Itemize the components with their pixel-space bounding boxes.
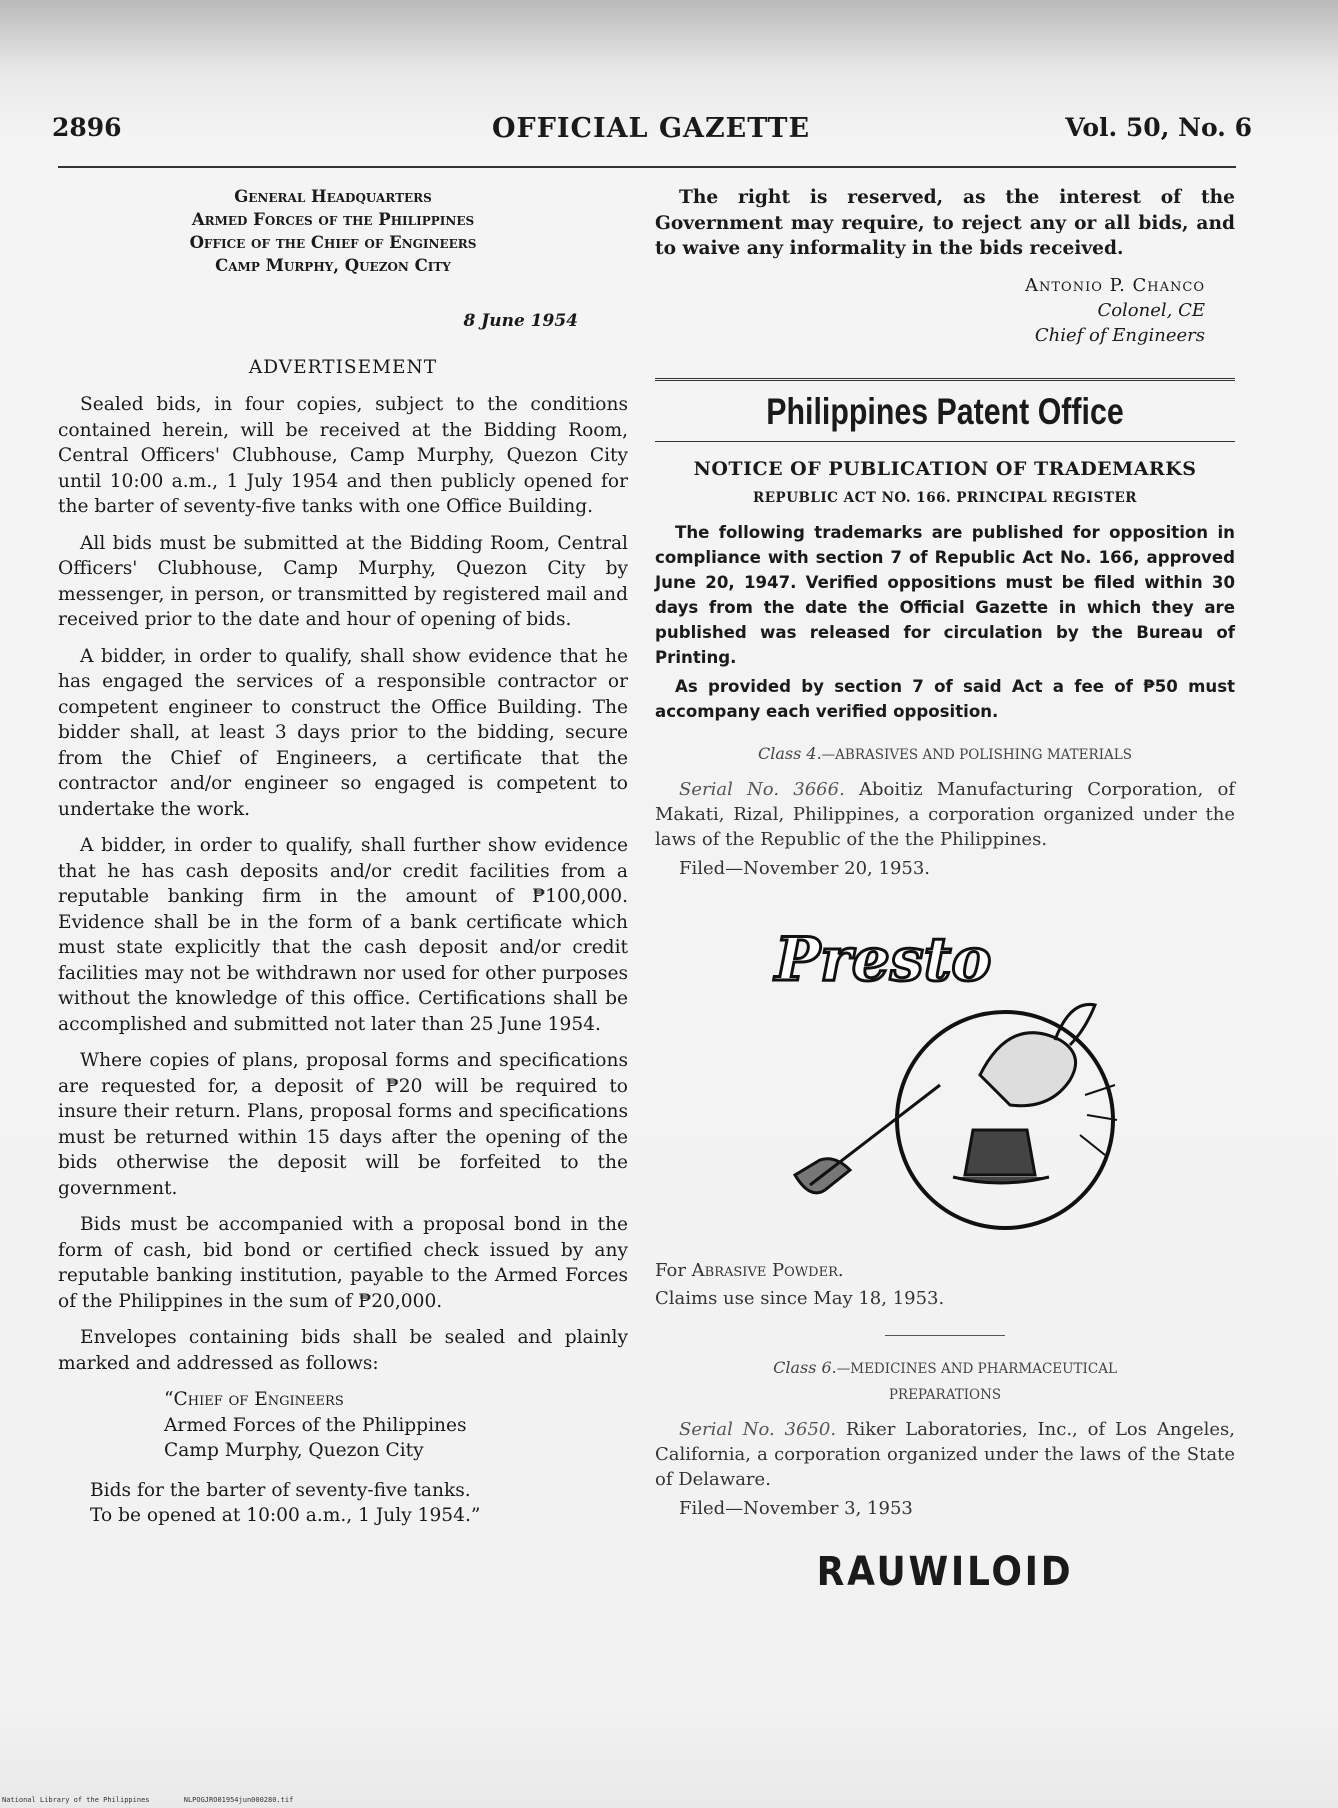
ad-paragraph: A bidder, in order to qualify, shall further show evidence that he has cash deposits and/or credit facilities from a reputable banking firm in the amount of ₱100,000. Evidence shall be in the form of a bank certificate which must state explicitly that the cash deposit and/or credit facilities may not be withdrawn nor used for other purposes without the knowledge of this office. Certifications shall be accomplished and submitted not later than 25 June 1954. [58,835,628,1035]
claims-line: Claims use since May 18, 1953. [655,1287,945,1309]
signatory-position: Chief of Engineers [1034,324,1205,346]
left-column [58,185,628,1529]
goods-line [655,1257,1235,1285]
class-label: Class 6. [773,1357,837,1377]
filed-date: Filed—November 3, 1953 [679,1497,913,1519]
office-title: Philippines Patent Office [766,390,1124,432]
serial-entry [655,777,1235,852]
header-rule [58,166,1236,168]
scan-footer [2,1796,323,1804]
filed-date: Filed—November 20, 1953. [679,857,931,879]
class-name: —ABRASIVES AND POLISHING MATERIALS [821,746,1132,763]
ad-paragraph: Where copies of plans, proposal forms and specifications are requested for, a deposit of ₱20 will be required to insure their return. Plans, proposal forms and specifications must be returned within 15 days after the opening of the bids otherwise the deposit will be forfeited to the government. [58,1050,628,1199]
address-line: Camp Murphy, Quezon City [164,1440,424,1461]
serial-text: Aboitiz Manufacturing Corporation, of Makati, Rizal, Philippines, a corporation organized under the laws of the Republic of the the Philippines. [655,778,1235,850]
ad-paragraph: Envelopes containing bids shall be sealed and plainly marked and addressed as follows: [58,1327,628,1374]
publication-title: OFFICIAL GAZETTE [492,113,811,144]
class-6-heading [655,1358,1235,1403]
notice-title: NOTICE OF PUBLICATION OF TRADEMARKS [693,457,1197,480]
goods-prefix: For [655,1259,692,1281]
ad-paragraph: Bids must be accompanied with a proposal bond in the form of cash, bid bond or certified check issued by any reputable banking institution, payable to the Armed Forces of the Philippines in the sum of ₱20,000. [58,1214,628,1312]
signatory-rank: Colonel, CE [1097,299,1205,321]
footer-library: National Library of the Philippines [2,1796,150,1804]
address-line: “Chief of Engineers [164,1389,344,1410]
class-name: —MEDICINES AND PHARMACEUTICAL [836,1360,1117,1377]
entry-divider [885,1335,1005,1336]
class-name-cont: PREPARATIONS [888,1386,1002,1403]
right-column [655,185,1235,1595]
wand-hand [795,1085,940,1193]
hq-line: Camp Murphy, Quezon City [215,256,451,275]
serial-label: Serial No. 3650. [679,1418,837,1440]
ad-paragraph: All bids must be submitted at the Bidding Room, Central Officers' Clubhouse, Camp Murphy, Quezon City by messenger, in person, or transmitted by registered mail and received prior to the date and hour of opening of bids. [58,532,628,630]
closing-line: Bids for the barter of seventy-five tanks. [90,1479,471,1501]
section-double-rule [655,378,1235,381]
goods-name: Abrasive Powder. [691,1259,844,1281]
serial-label: Serial No. 3666. [679,778,845,800]
presto-trademark-logo [755,905,1155,1235]
class-label: Class 4. [757,743,822,763]
address-line: Armed Forces of the Philippines [164,1414,467,1436]
ad-title: ADVERTISEMENT [248,357,438,378]
address-block [164,1387,628,1464]
volume-number: Vol. 50, No. 6 [1065,113,1252,142]
hq-line: Armed Forces of the Philippines [191,210,475,229]
notice-paragraph: The following trademarks are published for opposition in compliance with section 7 of Republic Act No. 166, approved June 20, 1947. Verified oppositions must be filed within 30 days from the date the Official Gazette in which they are published was released for circulation by the Bureau of Printing. [655,522,1235,667]
signature-block [655,273,1205,348]
page-number: 2896 [52,113,122,142]
section-rule [655,441,1235,442]
class-4-heading [655,744,1235,763]
rabbit-figure [980,1032,1076,1105]
hat-icon [953,1130,1049,1183]
goods-block [655,1257,1235,1313]
hq-line: General Headquarters [234,187,432,206]
serial-entry [655,1417,1235,1492]
ad-paragraph: A bidder, in order to qualify, shall show evidence that he has engaged the services of a responsible contractor or competent engineer to construct the Office Building. The bidder shall, at least 3 days prior to the bidding, secure from the Chief of Engineers, a certificate that the contractor and/or engineer so engaged is competent to undertake the work. [58,645,628,820]
closing-block [90,1478,628,1529]
page-header [52,113,1252,153]
register-line: REPUBLIC ACT NO. 166. PRINCIPAL REGISTER [753,489,1137,506]
closing-line: To be opened at 10:00 a.m., 1 July 1954.” [90,1505,481,1526]
ad-date: 8 June 1954 [463,311,578,331]
footer-file: NLPOGJRO01954jun000280.tif [183,1796,294,1804]
ad-paragraph: Sealed bids, in four copies, subject to the conditions contained herein, will be received at the Bidding Room, Central Officers' Clubhouse, Camp Murphy, Quezon City until 10:00 a.m., 1 July 1954 and then publicly opened for the barter of seventy-five tanks with one Office Building. [58,394,628,517]
hq-block [38,185,628,277]
notice-paragraph: As provided by section 7 of said Act a fee of ₱50 must accompany each verified opposition. [655,676,1235,721]
rauwiloid-trademark: RAUWILOID [816,1548,1074,1595]
serial-text: Riker Laboratories, Inc., of Los Angeles, California, a corporation organized under the laws of the State of Delaware. [655,1418,1235,1490]
reserve-paragraph: The right is reserved, as the interest of the Government may require, to reject any or all bids, and to waive any informality in the bids received. [655,187,1235,259]
signatory-name: Antonio P. Chanco [1025,274,1205,296]
presto-wordmark: Presto [775,924,992,995]
hq-line: Office of the Chief of Engineers [189,233,477,252]
